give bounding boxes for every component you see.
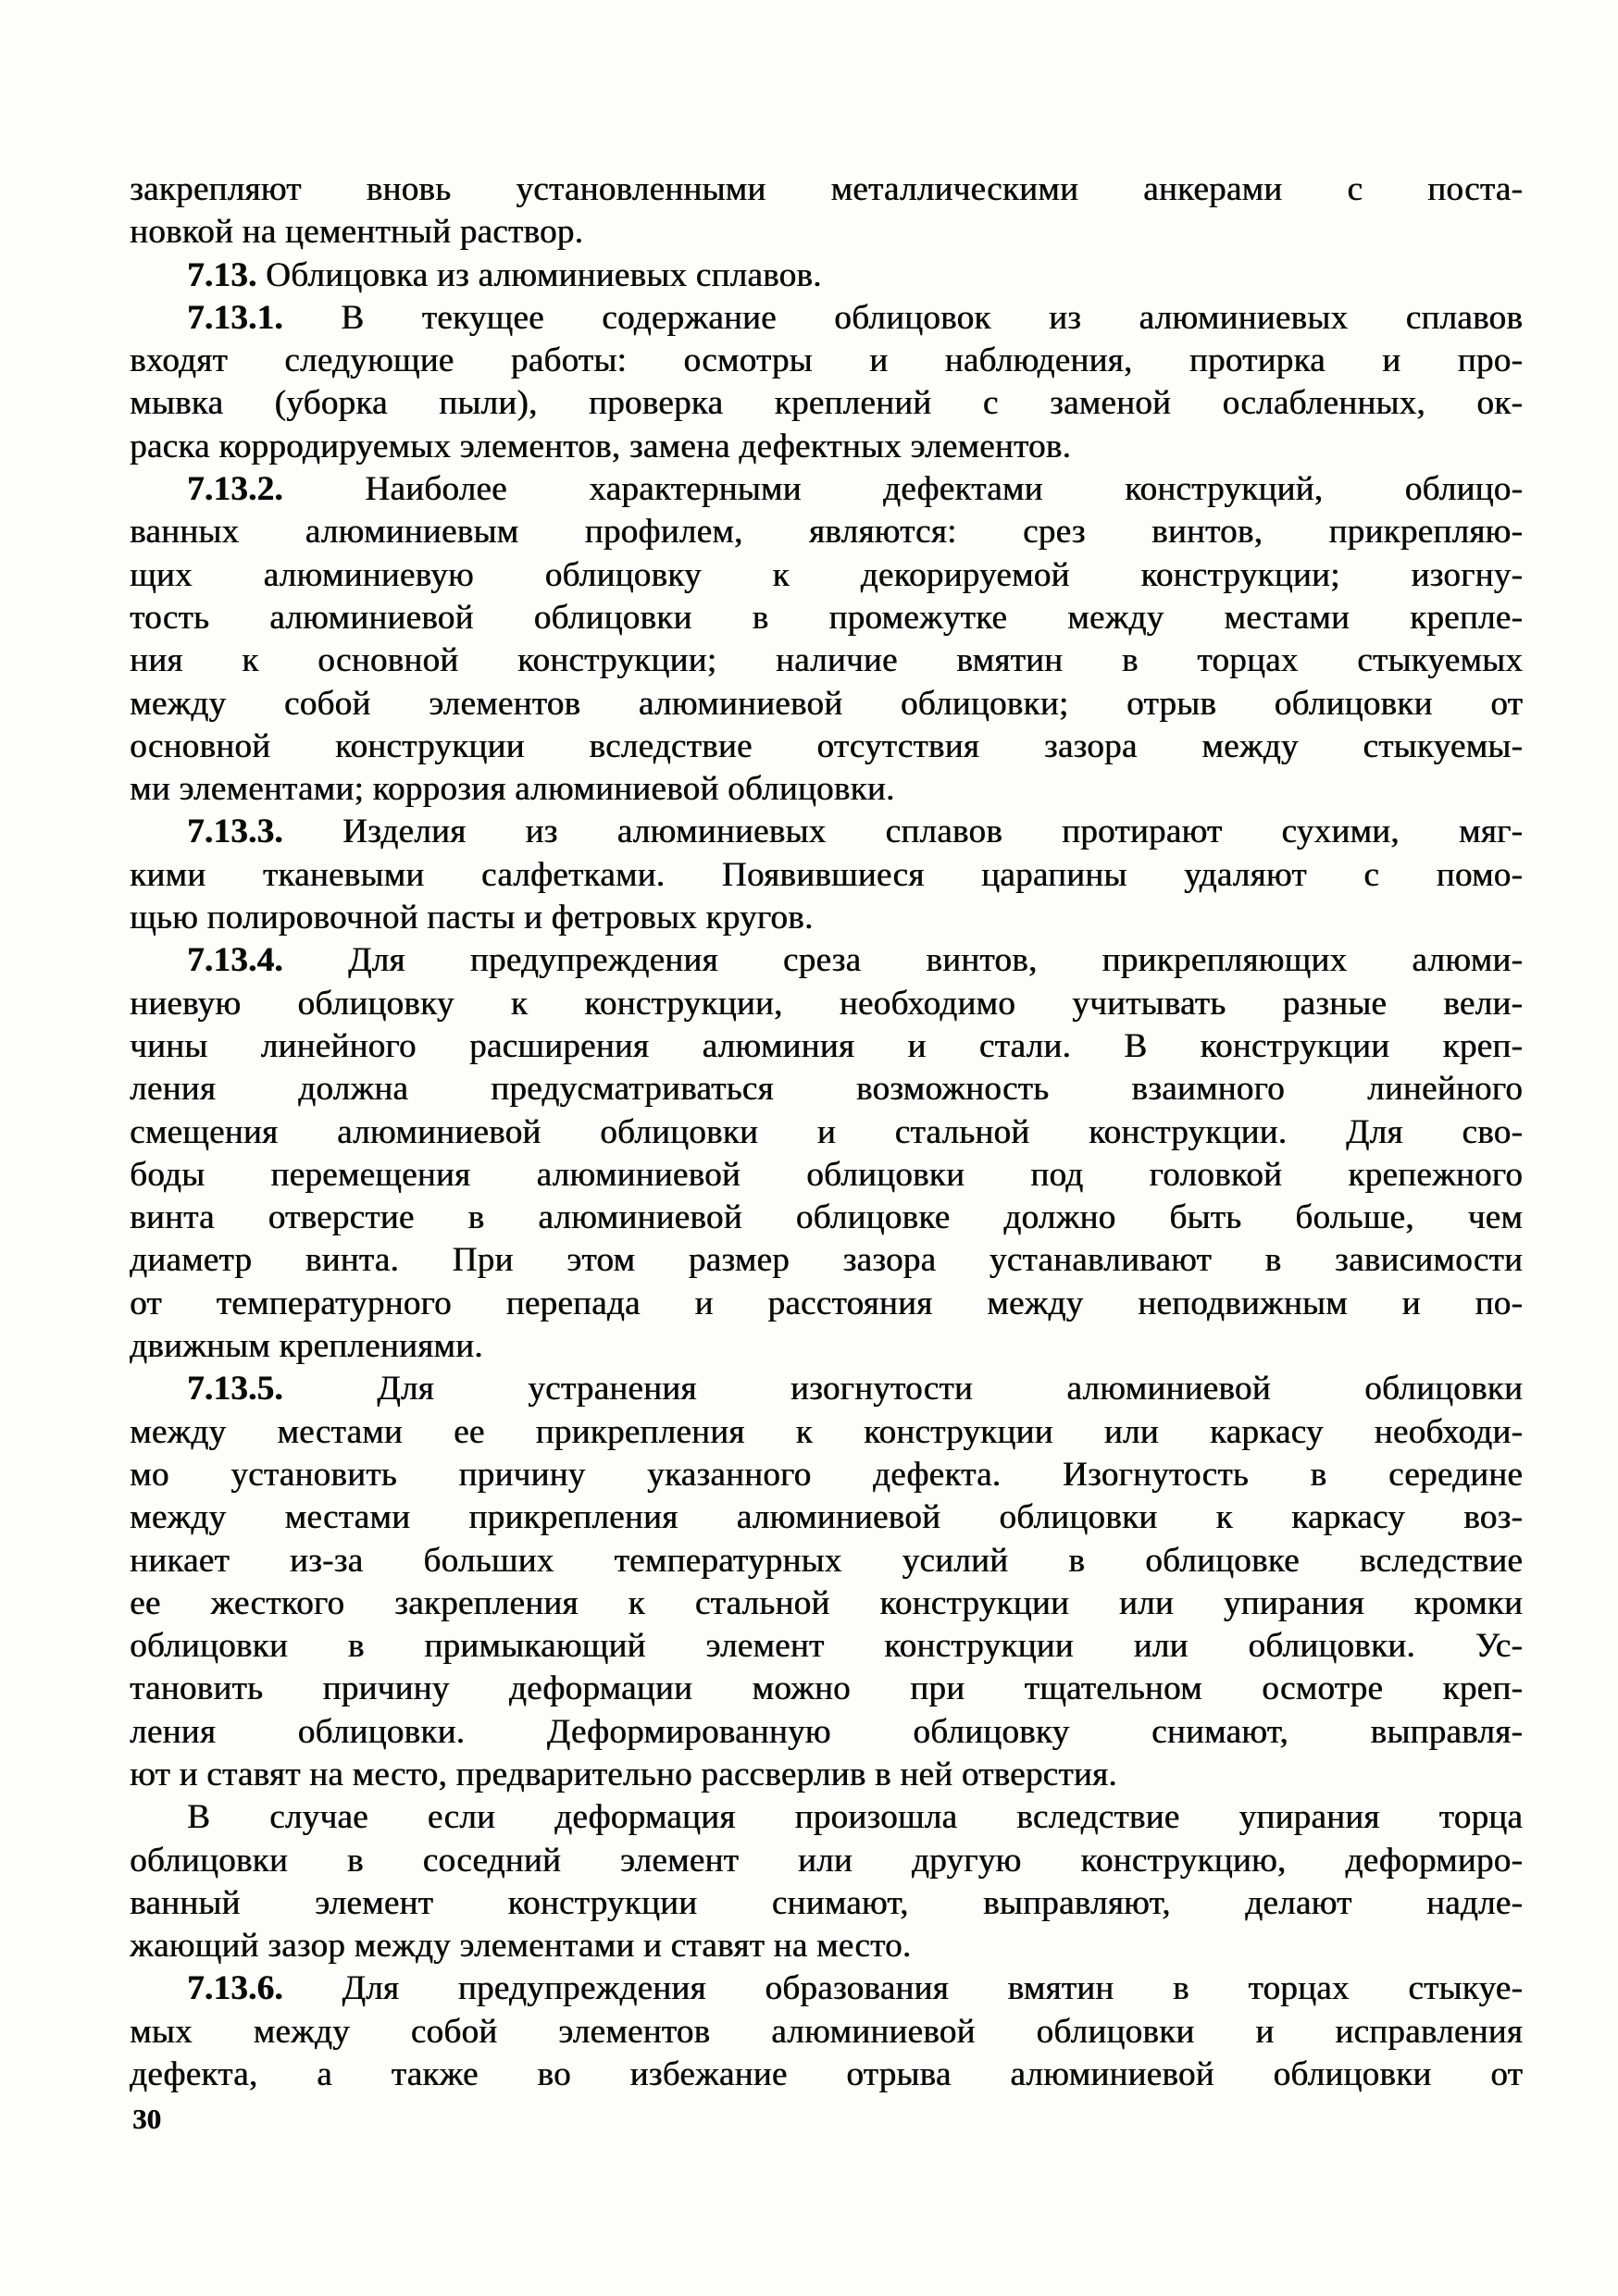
paragraph xyxy=(130,168,1523,254)
paragraph xyxy=(130,1967,1523,2096)
paragraph xyxy=(130,254,1523,297)
section-number: 7.13.3. xyxy=(187,813,283,851)
text-line: 7.13.6. Для предупреждения образования вмятин в торцах стыкуе- xyxy=(187,1969,1523,2008)
section-number: 7.13. xyxy=(187,255,257,294)
text-line: чины линейного расширения алюминия и стали. В конструкции креп- xyxy=(130,1026,1523,1065)
text-line: боды перемещения алюминиевой облицовки под головкой крепежного xyxy=(130,1155,1523,1194)
text-line: между собой элементов алюминиевой облицовки; отрыв облицовки от xyxy=(130,684,1523,723)
text-line: ния к основной конструкции; наличие вмятин в торцах стыкуемых xyxy=(130,641,1523,680)
text-line: ниевую облицовку к конструкции, необходимо учитывать разные вели- xyxy=(130,984,1523,1023)
text-line: ми элементами; коррозия алюминиевой облицовки. xyxy=(130,770,895,809)
text-line: тановить причину деформации можно при тщательном осмотре креп- xyxy=(130,1669,1523,1708)
section-number: 7.13.6. xyxy=(187,1969,283,2008)
text-line: мых между собой элементов алюминиевой облицовки и исправления xyxy=(130,2012,1523,2051)
text-line: 7.13.2. Наиболее характерными дефектами конструкций, облицо- xyxy=(187,470,1523,509)
text-line: движным креплениями. xyxy=(130,1327,483,1366)
text-line: ления должна предусматриваться возможность взаимного линейного xyxy=(130,1070,1523,1109)
text-line: между местами прикрепления алюминиевой облицовки к каркасу воз- xyxy=(130,1498,1523,1537)
text-line: 7.13. Облицовка из алюминиевых сплавов. xyxy=(187,255,822,294)
text-line: винта отверстие в алюминиевой облицовке должно быть больше, чем xyxy=(130,1198,1523,1237)
text-line: облицовки в примыкающий элемент конструкции или облицовки. Ус- xyxy=(130,1627,1523,1666)
paragraph xyxy=(130,811,1523,939)
text-line: кими тканевыми салфетками. Появившиеся царапины удаляют с помо- xyxy=(130,855,1523,894)
text-line: входят следующие работы: осмотры и наблюдения, протирка и про- xyxy=(130,341,1523,380)
text-line: 7.13.1. В текущее содержание облицовок из алюминиевых сплавов xyxy=(187,298,1523,337)
text-line: смещения алюминиевой облицовки и стальной конструкции. Для сво- xyxy=(130,1112,1523,1151)
text-line: закрепляют вновь установленными металлическими анкерами с поста- xyxy=(130,170,1523,208)
section-number: 7.13.5. xyxy=(187,1370,283,1409)
text-line: 7.13.4. Для предупреждения среза винтов, прикрепляющих алюми- xyxy=(187,941,1523,980)
text-line: ванный элемент конструкции снимают, выправляют, делают надле- xyxy=(130,1883,1523,1922)
text-line: между местами ее прикрепления к конструкции или каркасу необходи- xyxy=(130,1412,1523,1451)
text-line: дефекта, а также во избежание отрыва алюминиевой облицовки от xyxy=(130,2055,1523,2094)
paragraph xyxy=(130,297,1523,468)
text-line: ления облицовки. Деформированную облицовку снимают, выправля- xyxy=(130,1712,1523,1751)
paragraph xyxy=(130,1368,1523,1796)
text-line: облицовки в соседний элемент или другую конструкцию, деформиро- xyxy=(130,1841,1523,1880)
paragraph xyxy=(130,1796,1523,1967)
text-line: 7.13.5. Для устранения изогнутости алюминиевой облицовки xyxy=(187,1370,1523,1409)
page-number: 30 xyxy=(132,2103,161,2135)
text-line: ют и ставят на место, предварительно рассверлив в ней отверстия. xyxy=(130,1755,1117,1793)
paragraph xyxy=(130,939,1523,1368)
text-line: мо установить причину указанного дефекта. Изогнутость в середине xyxy=(130,1455,1523,1494)
text-line: ее жесткого закрепления к стальной конструкции или упирания кромки xyxy=(130,1583,1523,1622)
section-number: 7.13.4. xyxy=(187,941,283,980)
section-number: 7.13.2. xyxy=(187,470,283,509)
text-line: никает из-за больших температурных усилий в облицовке вследствие xyxy=(130,1541,1523,1580)
text-line: основной конструкции вследствие отсутствия зазора между стыкуемы- xyxy=(130,726,1523,765)
text-line: жающий зазор между элементами и ставят на место. xyxy=(130,1927,912,1966)
text-line: ванных алюминиевым профилем, являются: срез винтов, прикрепляю- xyxy=(130,513,1523,552)
paragraph xyxy=(130,468,1523,811)
text-line: от температурного перепада и расстояния между неподвижным и по- xyxy=(130,1284,1523,1322)
text-line: мывка (уборка пыли), проверка креплений с заменой ослабленных, ок- xyxy=(130,384,1523,423)
text-line: раска корродируемых элементов, замена дефектных элементов. xyxy=(130,427,1071,465)
text-block xyxy=(130,168,1523,2096)
text-line: тость алюминиевой облицовки в промежутке между местами крепле- xyxy=(130,598,1523,637)
text-line: щью полировочной пасты и фетровых кругов. xyxy=(130,899,814,937)
text-line: 7.13.3. Изделия из алюминиевых сплавов протирают сухими, мяг- xyxy=(187,813,1523,851)
section-number: 7.13.1. xyxy=(187,298,283,337)
text-line: щих алюминиевую облицовку к декорируемой конструкции; изогну- xyxy=(130,555,1523,594)
text-line: диаметр винта. При этом размер зазора устанавливают в зависимости xyxy=(130,1241,1523,1280)
text-line: В случае если деформация произошла вследствие упирания торца xyxy=(187,1798,1523,1837)
text-line: новкой на цементный раствор. xyxy=(130,213,584,252)
